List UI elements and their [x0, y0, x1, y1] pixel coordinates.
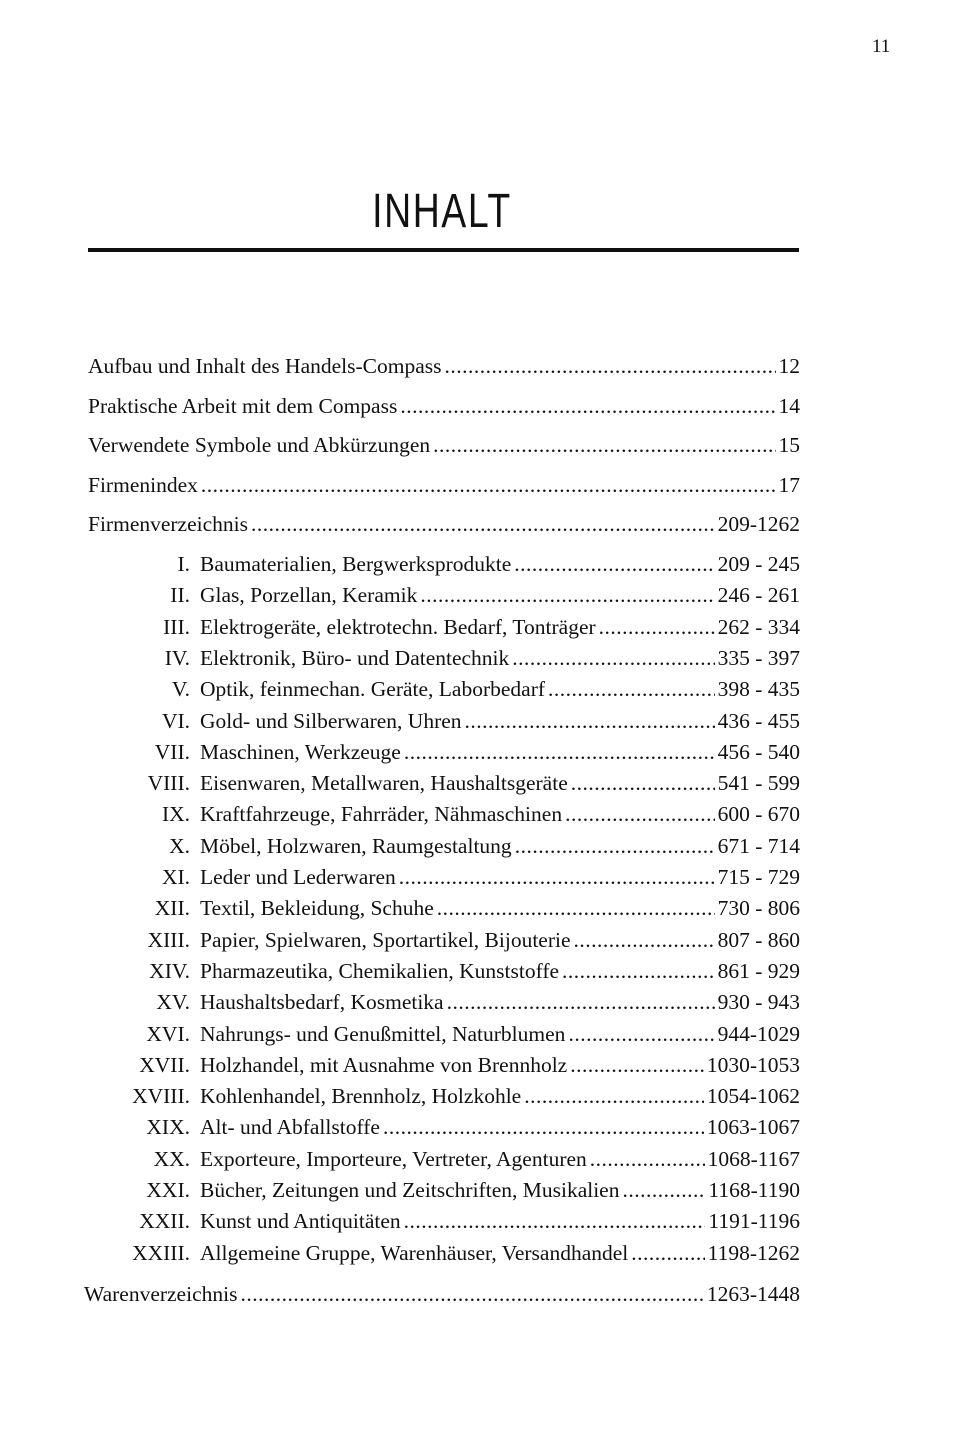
entry-pages: 1263-1448 [706, 1282, 800, 1306]
entry-label: Pharmazeutika, Chemikalien, Kunststoffe [200, 958, 560, 983]
dot-leader [512, 646, 714, 671]
toc-group-row [96, 1209, 800, 1234]
dot-leader [599, 615, 715, 640]
entry-label: Firmenverzeichnis [88, 512, 249, 536]
dot-leader [590, 1147, 705, 1172]
toc-group-row [96, 552, 800, 577]
entry-label: Elektronik, Büro- und Datentechnik [200, 645, 510, 670]
dot-leader [524, 1084, 704, 1109]
entry-label: Bücher, Zeitungen und Zeitschriften, Musikalien [200, 1178, 620, 1202]
entry-label: Aufbau und Inhalt des Handels-Compass [88, 354, 442, 378]
entry-pages: 1168-1190 [708, 1178, 800, 1202]
dot-leader [548, 677, 715, 702]
toc-entry-row [84, 1282, 800, 1307]
title-rule [88, 248, 799, 252]
toc-group-row [96, 677, 800, 702]
entry-label: Maschinen, Werkzeuge [200, 739, 401, 764]
toc-group-row [96, 583, 800, 608]
entry-label: Möbel, Holzwaren, Raumgestaltung [200, 833, 512, 858]
toc-group-row [96, 709, 800, 734]
toc-group-row [96, 1241, 800, 1266]
dot-leader [399, 865, 715, 890]
dot-leader [404, 740, 715, 765]
dot-leader [437, 896, 715, 921]
dot-leader [420, 583, 714, 608]
group-numeral: XXIII. [132, 1240, 190, 1265]
dot-leader [562, 959, 715, 984]
group-numeral: IV. [164, 645, 190, 670]
entry-pages: 398 - 435 [717, 677, 800, 702]
toc-entry-row [88, 512, 800, 537]
entry-pages: 17 [778, 472, 800, 497]
dot-leader [383, 1115, 704, 1140]
dot-leader [251, 512, 715, 537]
dot-leader [515, 834, 715, 859]
entry-pages: 12 [778, 354, 800, 378]
toc-group-row [96, 1053, 800, 1078]
group-numeral: VII. [154, 739, 190, 764]
entry-pages: 671 - 714 [717, 833, 800, 858]
group-numeral: XX. [153, 1146, 190, 1171]
group-numeral: II. [170, 583, 190, 608]
entry-pages: 1030-1053 [706, 1052, 800, 1077]
toc-group-row [96, 865, 800, 890]
group-numeral: IX. [161, 802, 190, 827]
dot-leader [465, 709, 715, 734]
dot-leader [622, 1178, 705, 1203]
dot-leader [568, 1022, 714, 1047]
dot-leader [514, 552, 714, 577]
entry-pages: 1068-1167 [707, 1146, 800, 1171]
group-numeral: VIII. [147, 771, 190, 796]
group-numeral: XII. [154, 896, 190, 921]
toc-group-row [96, 959, 800, 984]
entry-label: Holzhandel, mit Ausnahme von Brennholz [200, 1052, 568, 1077]
toc-group-row [96, 1084, 800, 1109]
entry-pages: 436 - 455 [717, 708, 800, 733]
entry-label: Warenverzeichnis [84, 1282, 238, 1306]
toc-group-row [96, 646, 800, 671]
group-numeral: XI. [161, 865, 190, 889]
entry-label: Kraftfahrzeuge, Fahrräder, Nähmaschinen [200, 802, 563, 827]
entry-pages: 456 - 540 [717, 739, 800, 764]
entry-pages: 944-1029 [717, 1021, 800, 1046]
dot-leader [433, 433, 775, 458]
entry-pages: 1063-1067 [706, 1115, 800, 1140]
entry-label: Verwendete Symbole und Abkürzungen [88, 433, 431, 457]
entry-label: Kohlenhandel, Brennholz, Holzkohle [200, 1084, 522, 1109]
entry-label: Glas, Porzellan, Keramik [200, 583, 418, 608]
dot-leader [445, 354, 776, 379]
entry-pages: 930 - 943 [717, 990, 800, 1015]
dot-leader [404, 1209, 706, 1234]
entry-pages: 335 - 397 [717, 645, 800, 670]
entry-pages: 600 - 670 [717, 802, 800, 827]
toc-group-row [96, 1115, 800, 1140]
group-numeral: XVIII. [132, 1084, 190, 1109]
toc-group-row [96, 615, 800, 640]
dot-leader [631, 1241, 704, 1266]
entry-label: Textil, Bekleidung, Schuhe [200, 896, 434, 921]
entry-label: Haushaltsbedarf, Kosmetika [200, 990, 444, 1015]
entry-pages: 15 [778, 433, 800, 457]
group-numeral: VI. [161, 708, 190, 733]
group-numeral: XV. [156, 990, 190, 1015]
entry-label: Leder und Lederwaren [200, 865, 396, 889]
entry-label: Praktische Arbeit mit dem Compass [88, 393, 398, 418]
group-numeral: X. [169, 833, 190, 858]
toc-group-row [96, 802, 800, 827]
group-numeral: XIV. [149, 958, 190, 983]
group-numeral: XXII. [139, 1209, 190, 1234]
group-numeral: XIX. [146, 1115, 190, 1140]
entry-label: Firmenindex [88, 472, 198, 497]
dot-leader [570, 1053, 704, 1078]
group-numeral: XIII. [147, 927, 190, 952]
toc-group-row [96, 990, 800, 1015]
entry-label: Papier, Spielwaren, Sportartikel, Bijouterie [200, 927, 571, 952]
toc-group-row [96, 1178, 800, 1203]
toc-group-row [96, 896, 800, 921]
entry-pages: 1198-1262 [707, 1240, 800, 1265]
page-title: INHALT [372, 185, 512, 238]
entry-pages: 861 - 929 [717, 958, 800, 983]
toc-entry-row [88, 354, 800, 379]
toc-entry-row [88, 433, 800, 458]
entry-pages: 262 - 334 [717, 614, 800, 639]
entry-pages: 807 - 860 [717, 927, 800, 952]
entry-label: Elektrogeräte, elektrotechn. Bedarf, Tonträger [200, 614, 596, 639]
toc-group-row [96, 834, 800, 859]
dot-leader [240, 1282, 703, 1307]
dot-leader [574, 928, 715, 953]
entry-label: Eisenwaren, Metallwaren, Haushaltsgeräte [200, 771, 568, 796]
entry-pages: 246 - 261 [717, 583, 800, 608]
toc-group-row [96, 740, 800, 765]
entry-label: Kunst und Antiquitäten [200, 1209, 401, 1234]
group-numeral: XVI. [146, 1021, 190, 1046]
group-numeral: XVII. [139, 1052, 190, 1077]
entry-pages: 1054-1062 [706, 1084, 800, 1109]
dot-leader [571, 771, 715, 796]
entry-pages: 209 - 245 [717, 552, 800, 576]
entry-pages: 730 - 806 [717, 896, 800, 921]
toc-group-row [96, 928, 800, 953]
dot-leader [447, 990, 715, 1015]
entry-label: Exporteure, Importeure, Vertreter, Agenturen [200, 1146, 587, 1171]
entry-pages: 1191-1196 [708, 1209, 800, 1234]
group-numeral: V. [171, 677, 190, 702]
dot-leader [201, 473, 776, 498]
toc-group-row [96, 1022, 800, 1047]
dot-leader [400, 394, 775, 419]
entry-label: Optik, feinmechan. Geräte, Laborbedarf [200, 677, 546, 702]
dot-leader [565, 802, 715, 827]
entry-label: Gold- und Silberwaren, Uhren [200, 708, 462, 733]
group-numeral: III. [163, 614, 190, 639]
entry-label: Nahrungs- und Genußmittel, Naturblumen [200, 1021, 566, 1046]
toc-group-row [96, 771, 800, 796]
entry-pages: 541 - 599 [717, 771, 800, 796]
entry-pages: 209-1262 [717, 512, 800, 536]
toc-group-row [96, 1147, 800, 1172]
entry-label: Baumaterialien, Bergwerksprodukte [200, 552, 512, 576]
toc-entry-row [88, 473, 800, 498]
group-numeral: I. [177, 552, 190, 576]
toc-entry-row [88, 394, 800, 419]
entry-label: Alt- und Abfallstoffe [200, 1115, 380, 1140]
entry-pages: 14 [778, 393, 800, 418]
group-numeral: XXI. [146, 1178, 190, 1202]
page-number: 11 [872, 36, 891, 57]
entry-pages: 715 - 729 [717, 865, 800, 889]
entry-label: Allgemeine Gruppe, Warenhäuser, Versandhandel [200, 1240, 629, 1265]
